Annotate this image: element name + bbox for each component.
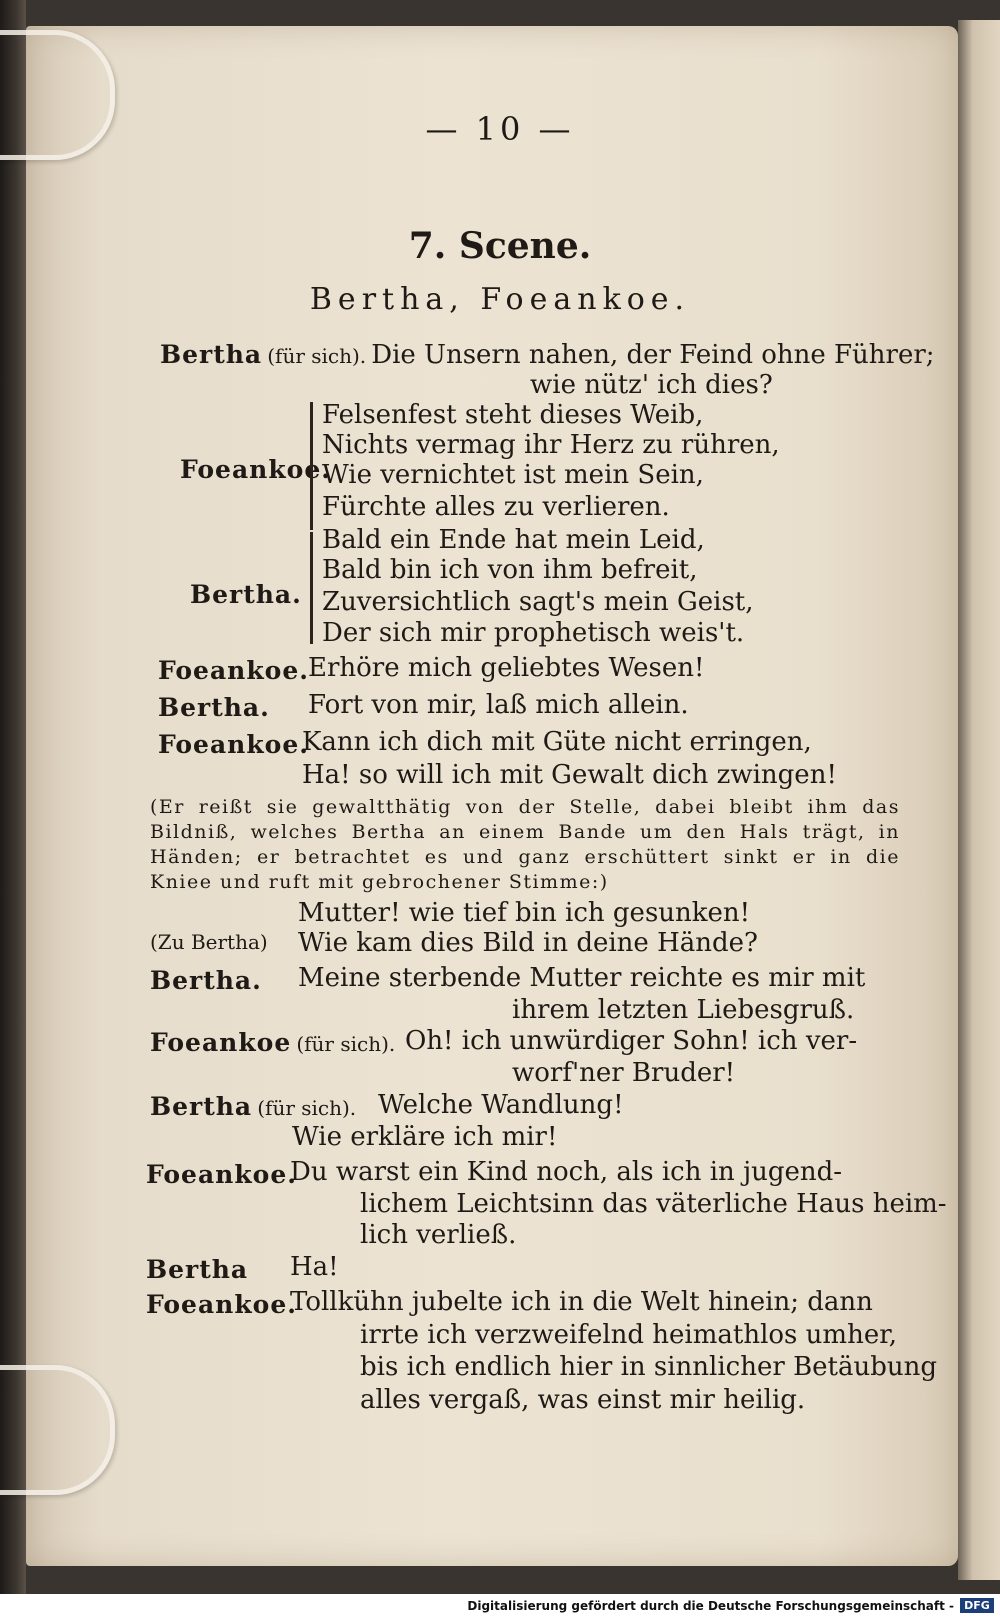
speech-text: Mutter! wie tief bin ich gesunken! bbox=[298, 898, 751, 928]
speech-text: Ha! so will ich mit Gewalt dich zwingen! bbox=[302, 760, 837, 790]
verse-line: Bald ein Ende hat mein Leid, bbox=[322, 525, 705, 555]
speech-text: Fort von mir, laß mich allein. bbox=[308, 690, 689, 720]
verse-line: Fürchte alles zu verlieren. bbox=[322, 492, 670, 522]
speech-text: Erhöre mich geliebtes Wesen! bbox=[308, 653, 705, 683]
speech-text: lichem Leichtsinn das väterliche Haus heim- bbox=[360, 1189, 947, 1219]
speaker-name: Foeankoe bbox=[150, 1028, 292, 1057]
speech-text: irrte ich verzweifelnd heimathlos umher, bbox=[360, 1320, 898, 1350]
speaker-name: Bertha bbox=[150, 1092, 253, 1121]
speaker-name: Foeankoe. bbox=[180, 455, 331, 484]
scene-title: 7. Scene. bbox=[408, 225, 592, 267]
scene-persons: Bertha, Foeankoe. bbox=[309, 282, 691, 317]
stage-aside: (Zu Bertha) bbox=[150, 930, 268, 954]
verse-line: Zuversichtlich sagt's mein Geist, bbox=[322, 587, 754, 617]
speech-text: worf'ner Bruder! bbox=[512, 1058, 736, 1088]
speech-8 bbox=[150, 930, 268, 954]
speaker-name: Foeankoe. bbox=[158, 730, 309, 759]
speaker-name: Foeankoe. bbox=[146, 1290, 297, 1319]
speaker-name: Bertha. bbox=[158, 693, 270, 722]
speech-text: bis ich endlich hier in sinnlicher Betäubung bbox=[360, 1352, 938, 1382]
speaker-name: Foeankoe. bbox=[158, 656, 309, 685]
speaker-name: Bertha. bbox=[150, 966, 262, 995]
verse-bracket bbox=[310, 532, 313, 644]
speaker-name: Bertha bbox=[146, 1255, 249, 1284]
speech-text: Kann ich dich mit Güte nicht erringen, bbox=[302, 727, 812, 757]
speech-10 bbox=[150, 1028, 395, 1057]
speech-1 bbox=[160, 340, 935, 370]
page-number: — 10 — bbox=[425, 110, 575, 148]
verse-line: Nichts vermag ihr Herz zu rühren, bbox=[322, 430, 780, 460]
verse-line: Bald bin ich von ihm befreit, bbox=[322, 555, 698, 585]
speech-text: ihrem letzten Liebesgruß. bbox=[512, 995, 855, 1025]
verse-line: Felsenfest steht dieses Weib, bbox=[322, 400, 704, 430]
speaker-name: Foeankoe. bbox=[146, 1160, 297, 1189]
speech-text: Welche Wandlung! bbox=[378, 1090, 624, 1120]
speech-text: Ha! bbox=[290, 1252, 339, 1282]
speech-1-cont: wie nütz' ich dies? bbox=[530, 370, 773, 400]
stage-aside: (für sich). bbox=[267, 344, 367, 368]
speaker-name: Bertha bbox=[160, 340, 263, 369]
speech-text: Meine sterbende Mutter reichte es mir mit bbox=[298, 963, 866, 993]
dfg-logo: DFG bbox=[960, 1598, 994, 1613]
verse-line: Der sich mir prophetisch weis't. bbox=[322, 618, 745, 648]
speaker-name: Bertha. bbox=[190, 580, 302, 609]
speech-11 bbox=[150, 1092, 356, 1121]
digitization-footer bbox=[0, 1594, 1000, 1618]
funding-credit: Digitalisierung gefördert durch die Deutsche Forschungsgemeinschaft - bbox=[467, 1599, 954, 1613]
verse-line: Wie vernichtet ist mein Sein, bbox=[322, 460, 704, 490]
stage-direction: (Er reißt sie gewaltthätig von der Stelle, dabei bleibt ihm das Bildniß, welches Bertha an einem Bande um den Hals trägt, in Händen; er betrachtet es und ganz erschüttert sinkt er in die Kniee und ruft mit gebrochener Stimme:) bbox=[150, 796, 900, 893]
verse-bracket bbox=[310, 402, 313, 530]
speech-text: Du warst ein Kind noch, als ich in jugend- bbox=[290, 1157, 843, 1187]
speech-text: Die Unsern nahen, der Feind ohne Führer; bbox=[371, 340, 935, 370]
speech-text: Tollkühn jubelte ich in die Welt hinein; dann bbox=[290, 1287, 873, 1317]
speech-text: Wie erkläre ich mir! bbox=[292, 1122, 558, 1152]
speech-text: Wie kam dies Bild in deine Hände? bbox=[298, 928, 758, 958]
speech-text: alles vergaß, was einst mir heilig. bbox=[360, 1385, 806, 1415]
stage-aside: (für sich). bbox=[257, 1096, 357, 1120]
stage-aside: (für sich). bbox=[296, 1032, 396, 1056]
paper-clip-bottom bbox=[0, 1365, 115, 1495]
speech-text: lich verließ. bbox=[360, 1220, 517, 1250]
speech-text: Oh! ich unwürdiger Sohn! ich ver- bbox=[405, 1026, 858, 1056]
